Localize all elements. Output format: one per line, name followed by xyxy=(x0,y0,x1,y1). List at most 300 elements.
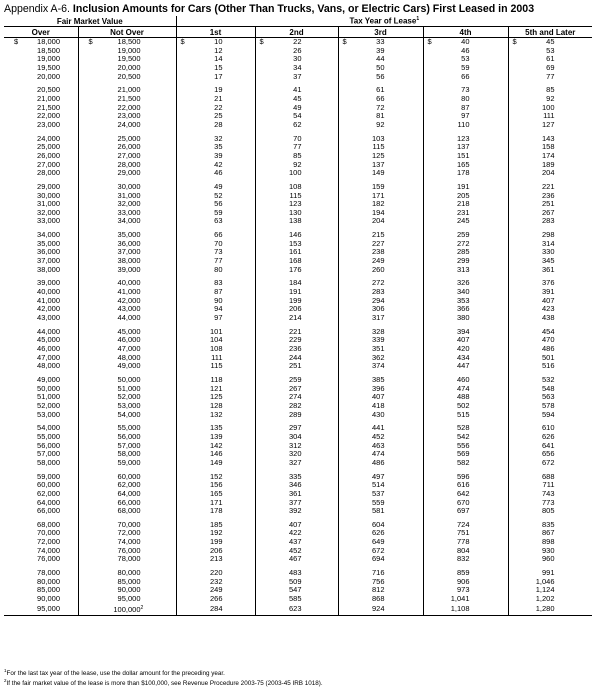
col-not-over-cell: 95,000 xyxy=(78,595,176,604)
col-not-over-cell: 44,000 xyxy=(78,314,176,323)
col-4th-cell: 313 xyxy=(423,266,508,275)
col-over-cell: 66,000 xyxy=(37,506,60,516)
col-4th-cell: 394 xyxy=(423,328,508,337)
col-not-over-cell: 21,500 xyxy=(78,95,176,104)
col-5th-and-later-cell: 960 xyxy=(508,555,592,564)
col-4th-cell: 906 xyxy=(423,578,508,587)
col-3rd-cell: 272 xyxy=(338,279,423,288)
col-1st-cell: 139 xyxy=(176,433,255,442)
col-3rd-cell: 604 xyxy=(338,521,423,530)
col-5th-and-later-cell: 376 xyxy=(508,279,592,288)
col-3rd-cell: 924 xyxy=(338,604,423,616)
col-over-cell: 51,000 xyxy=(37,392,60,402)
col-1st-cell: 118 xyxy=(176,376,255,385)
col-not-over-cell: 27,000 xyxy=(78,152,176,161)
col-4th-cell: 259 xyxy=(423,231,508,240)
col-1st-cell: 12 xyxy=(176,47,255,56)
col-2nd-cell: 361 xyxy=(255,490,338,499)
col-not-over-cell: 70,000 xyxy=(78,521,176,530)
col-5th-and-later-cell: 1,280 xyxy=(508,604,592,616)
col-not-over-cell: 29,000 xyxy=(78,169,176,178)
col-3rd-cell: 149 xyxy=(338,169,423,178)
col-not-over-cell: 39,000 xyxy=(78,266,176,275)
col-1st-cell: 132 xyxy=(176,411,255,420)
col-3rd-cell: 238 xyxy=(338,248,423,257)
col-4th-cell: 178 xyxy=(423,169,508,178)
col-2nd-cell: 206 xyxy=(255,305,338,314)
col-1st-cell: 104 xyxy=(176,336,255,345)
col-5th-and-later-cell: 61 xyxy=(508,55,592,64)
col-4th-cell: 366 xyxy=(423,305,508,314)
col-5th-and-later-cell: 283 xyxy=(508,217,592,226)
col-not-over-cell: 19,000 xyxy=(78,47,176,56)
col-3rd-cell: 159 xyxy=(338,183,423,192)
col-5th-and-later-cell: 672 xyxy=(508,459,592,468)
col-5th-and-later-cell: 930 xyxy=(508,547,592,556)
col-over-cell: 32,000 xyxy=(37,207,60,217)
col-3rd-header: 3rd xyxy=(338,27,423,38)
col-2nd-cell: 49 xyxy=(255,104,338,113)
table-body xyxy=(4,38,592,616)
col-3rd-cell: 182 xyxy=(338,200,423,209)
col-not-over-cell: 34,000 xyxy=(78,217,176,226)
col-3rd-cell: 125 xyxy=(338,152,423,161)
col-not-over-cell: 41,000 xyxy=(78,288,176,297)
col-4th-cell: 218 xyxy=(423,200,508,209)
col-not-over-cell: 100,000$^2$ xyxy=(78,604,176,616)
col-3rd-cell: 50 xyxy=(338,64,423,73)
col-2nd-cell: 115 xyxy=(255,192,338,201)
col-over-cell: 53,000 xyxy=(37,409,60,419)
col-4th-cell: 542 xyxy=(423,433,508,442)
col-not-over-cell: 24,000 xyxy=(78,121,176,130)
col-3rd-cell: 294 xyxy=(338,297,423,306)
col-5th-and-later-cell: 127 xyxy=(508,121,592,130)
col-5th-and-later-cell: 314 xyxy=(508,240,592,249)
col-2nd-header: 2nd xyxy=(255,27,338,38)
col-1st-cell: 146 xyxy=(176,450,255,459)
col-4th-cell: 642 xyxy=(423,490,508,499)
col-3rd-cell: 418 xyxy=(338,402,423,411)
col-2nd-cell: 161 xyxy=(255,248,338,257)
col-2nd-cell: 297 xyxy=(255,424,338,433)
col-4th-cell: 123 xyxy=(423,135,508,144)
col-3rd-cell: 474 xyxy=(338,450,423,459)
col-not-over-cell: 51,000 xyxy=(78,385,176,394)
col-1st-cell: 90 xyxy=(176,297,255,306)
col-not-over-cell: 32,000 xyxy=(78,200,176,209)
col-1st-cell: 192 xyxy=(176,529,255,538)
col-not-over-cell: 40,000 xyxy=(78,279,176,288)
col-4th-cell: 272 xyxy=(423,240,508,249)
col-2nd-cell: 191 xyxy=(255,288,338,297)
col-1st-cell: 284 xyxy=(176,604,255,616)
col-1st-cell: 70 xyxy=(176,240,255,249)
col-2nd-cell: 377 xyxy=(255,499,338,508)
col-not-over-cell: 59,000 xyxy=(78,459,176,468)
col-4th-cell: 528 xyxy=(423,424,508,433)
col-over-cell: 80,000 xyxy=(37,576,60,586)
col-2nd-cell: 312 xyxy=(255,442,338,451)
col-not-over-cell: 35,000 xyxy=(78,231,176,240)
table-row xyxy=(4,266,592,275)
col-4th-cell: 191 xyxy=(423,183,508,192)
col-1st-cell: 39 xyxy=(176,152,255,161)
col-3rd-cell: 66 xyxy=(338,95,423,104)
col-3rd-cell: 626 xyxy=(338,529,423,538)
col-3rd-cell: 260 xyxy=(338,266,423,275)
col-2nd-cell: 41 xyxy=(255,86,338,95)
col-1st-cell: 32 xyxy=(176,135,255,144)
col-2nd-cell: 100 xyxy=(255,169,338,178)
col-5th-and-later-cell: 711 xyxy=(508,481,592,490)
col-4th-cell: 407 xyxy=(423,336,508,345)
col-not-over-cell: 55,000 xyxy=(78,424,176,433)
col-2nd-cell: 54 xyxy=(255,112,338,121)
table-row xyxy=(4,604,592,616)
col-not-over-cell: 38,000 xyxy=(78,257,176,266)
table-title: Inclusion Amounts for Cars (Other Than Trucks, Vans, or Electric Cars) First Leased in 2003 xyxy=(72,3,535,15)
col-4th-cell: 697 xyxy=(423,507,508,516)
col-not-over-cell: 36,000 xyxy=(78,240,176,249)
col-3rd-cell: 194 xyxy=(338,209,423,218)
col-over-cell: 37,000 xyxy=(37,256,60,266)
col-not-over-cell: 33,000 xyxy=(78,209,176,218)
col-1st-cell: 28 xyxy=(176,121,255,130)
col-1st-cell: 135 xyxy=(176,424,255,433)
col-5th-and-later-cell: 454 xyxy=(508,328,592,337)
col-2nd-cell: 26 xyxy=(255,47,338,56)
col-3rd-cell: 452 xyxy=(338,433,423,442)
col-4th-cell: 66 xyxy=(423,73,508,82)
col-4th-cell: 804 xyxy=(423,547,508,556)
col-2nd-cell: 392 xyxy=(255,507,338,516)
col-not-over-cell: 21,000 xyxy=(78,86,176,95)
col-5th-and-later-cell: 407 xyxy=(508,297,592,306)
col-4th-cell: 474 xyxy=(423,385,508,394)
col-4th-cell: 616 xyxy=(423,481,508,490)
col-3rd-cell: 812 xyxy=(338,586,423,595)
col-over-cell: 20,500 xyxy=(37,85,60,95)
col-5th-and-later-header: 5th and Later xyxy=(508,27,592,38)
col-3rd-cell: 339 xyxy=(338,336,423,345)
col-4th-cell: 353 xyxy=(423,297,508,306)
col-not-over-cell: 76,000 xyxy=(78,547,176,556)
appendix-label: Appendix A-6. xyxy=(4,3,70,15)
col-1st-cell: 83 xyxy=(176,279,255,288)
col-over-cell: 21,500 xyxy=(37,102,60,112)
col-2nd-cell: 62 xyxy=(255,121,338,130)
col-4th-cell: 724 xyxy=(423,521,508,530)
col-4th-cell: 488 xyxy=(423,393,508,402)
col-5th-and-later-cell: 204 xyxy=(508,169,592,178)
col-over-cell: 33,000 xyxy=(37,216,60,226)
table-row xyxy=(4,169,592,178)
fair-market-value-header: Fair Market Value xyxy=(4,16,176,27)
col-3rd-cell: 430 xyxy=(338,411,423,420)
col-2nd-cell: 30 xyxy=(255,55,338,64)
col-4th-cell: 596 xyxy=(423,473,508,482)
col-not-over-cell: 85,000 xyxy=(78,578,176,587)
col-5th-and-later-cell: 470 xyxy=(508,336,592,345)
col-2nd-cell: 452 xyxy=(255,547,338,556)
col-not-over-cell: 68,000 xyxy=(78,507,176,516)
col-3rd-cell: 672 xyxy=(338,547,423,556)
col-not-over-cell: 56,000 xyxy=(78,433,176,442)
col-1st-cell: 19 xyxy=(176,86,255,95)
table-row xyxy=(4,73,592,82)
col-not-over-cell: 53,000 xyxy=(78,402,176,411)
col-not-over-cell: 78,000 xyxy=(78,555,176,564)
col-over-cell: 44,000 xyxy=(37,326,60,336)
col-not-over-cell: 72,000 xyxy=(78,529,176,538)
col-5th-and-later-cell: 236 xyxy=(508,192,592,201)
col-2nd-cell: 199 xyxy=(255,297,338,306)
col-5th-and-later-cell: 656 xyxy=(508,450,592,459)
col-4th-cell: 326 xyxy=(423,279,508,288)
table-row xyxy=(4,595,592,604)
col-4th-cell: 515 xyxy=(423,411,508,420)
col-2nd-cell: 422 xyxy=(255,529,338,538)
col-4th-cell: 110 xyxy=(423,121,508,130)
col-5th-and-later-cell: 174 xyxy=(508,152,592,161)
col-over-cell: 40,000 xyxy=(37,287,60,297)
col-over-cell: 68,000 xyxy=(37,519,60,529)
col-4th-cell: 569 xyxy=(423,450,508,459)
col-4th-cell: 46 xyxy=(423,47,508,56)
tax-year-footnote-mark: 1 xyxy=(416,16,420,23)
col-3rd-cell: 441 xyxy=(338,424,423,433)
col-4th-cell: 285 xyxy=(423,248,508,257)
col-2nd-cell: 623 xyxy=(255,604,338,616)
col-1st-cell: 97 xyxy=(176,314,255,323)
table-row xyxy=(4,555,592,564)
col-over-cell: 58,000 xyxy=(37,457,60,467)
col-1st-cell: 199 xyxy=(176,538,255,547)
col-3rd-cell: 306 xyxy=(338,305,423,314)
col-3rd-cell: 171 xyxy=(338,192,423,201)
col-not-over-cell: $ 18,500 xyxy=(78,38,176,47)
col-not-over-cell: 60,000 xyxy=(78,473,176,482)
col-over-cell: 76,000 xyxy=(37,554,60,564)
col-5th-and-later-cell: 143 xyxy=(508,135,592,144)
col-over-cell: 45,000 xyxy=(37,335,60,345)
col-1st-cell: 249 xyxy=(176,586,255,595)
col-4th-cell: 205 xyxy=(423,192,508,201)
col-1st-cell: 185 xyxy=(176,521,255,530)
col-over-cell: 62,000 xyxy=(37,488,60,498)
col-1st-cell: 115 xyxy=(176,362,255,371)
col-5th-and-later-cell: 69 xyxy=(508,64,592,73)
col-4th-cell: 502 xyxy=(423,402,508,411)
col-over-cell: $ 18,000 xyxy=(14,37,60,46)
col-1st-cell: $ 10 xyxy=(176,38,255,47)
col-5th-and-later-cell: 548 xyxy=(508,385,592,394)
table-row xyxy=(4,362,592,371)
col-2nd-cell: 244 xyxy=(255,354,338,363)
col-not-over-cell: 50,000 xyxy=(78,376,176,385)
col-4th-cell: 778 xyxy=(423,538,508,547)
col-1st-cell: 46 xyxy=(176,169,255,178)
col-over-cell: 30,000 xyxy=(37,190,60,200)
col-not-over-cell: 46,000 xyxy=(78,336,176,345)
col-1st-cell: 178 xyxy=(176,507,255,516)
col-3rd-cell: 868 xyxy=(338,595,423,604)
col-over-cell: 23,000 xyxy=(37,119,60,129)
col-3rd-cell: 204 xyxy=(338,217,423,226)
col-5th-and-later-cell: 345 xyxy=(508,257,592,266)
col-1st-cell: 121 xyxy=(176,385,255,394)
col-over-cell: 38,000 xyxy=(37,264,60,274)
col-not-over-cell: 52,000 xyxy=(78,393,176,402)
col-5th-and-later-cell: 251 xyxy=(508,200,592,209)
col-over-cell: 55,000 xyxy=(37,431,60,441)
col-over-cell: 47,000 xyxy=(37,352,60,362)
col-2nd-cell: 92 xyxy=(255,161,338,170)
col-2nd-cell: 138 xyxy=(255,217,338,226)
col-over-cell: 60,000 xyxy=(37,480,60,490)
col-5th-and-later-cell: 438 xyxy=(508,314,592,323)
col-over-cell: 64,000 xyxy=(37,497,60,507)
col-1st-cell: 111 xyxy=(176,354,255,363)
col-2nd-cell: 45 xyxy=(255,95,338,104)
col-5th-and-later-cell: 688 xyxy=(508,473,592,482)
col-5th-and-later-cell: 361 xyxy=(508,266,592,275)
col-over-cell: 31,000 xyxy=(37,199,60,209)
col-1st-cell: 266 xyxy=(176,595,255,604)
col-not-over-cell: 80,000 xyxy=(78,569,176,578)
col-2nd-cell: 229 xyxy=(255,336,338,345)
col-5th-and-later-cell: 391 xyxy=(508,288,592,297)
col-2nd-cell: 346 xyxy=(255,481,338,490)
col-4th-cell: 340 xyxy=(423,288,508,297)
col-4th-cell: 53 xyxy=(423,55,508,64)
col-3rd-cell: 317 xyxy=(338,314,423,323)
col-5th-and-later-cell: 516 xyxy=(508,362,592,371)
col-not-over-cell: 64,000 xyxy=(78,490,176,499)
col-4th-cell: 299 xyxy=(423,257,508,266)
col-not-over-cell: 37,000 xyxy=(78,248,176,257)
col-over-cell: 19,500 xyxy=(37,62,60,72)
tax-year-header: Tax Year of Lease$^1$ xyxy=(176,16,592,27)
col-over-cell: 42,000 xyxy=(37,304,60,314)
col-1st-cell: 22 xyxy=(176,104,255,113)
col-1st-cell: 213 xyxy=(176,555,255,564)
col-not-over-cell: 49,000 xyxy=(78,362,176,371)
col-1st-cell: 25 xyxy=(176,112,255,121)
col-not-over-cell: 20,500 xyxy=(78,73,176,82)
col-not-over-header: Not Over xyxy=(78,27,176,38)
col-5th-and-later-cell: 867 xyxy=(508,529,592,538)
table-row xyxy=(4,411,592,420)
col-over-cell: 25,000 xyxy=(37,142,60,152)
table-row xyxy=(4,507,592,516)
col-over-cell: 19,000 xyxy=(37,54,60,64)
col-3rd-cell: 716 xyxy=(338,569,423,578)
col-5th-and-later-cell: 1,046 xyxy=(508,578,592,587)
col-not-over-cell: 25,000 xyxy=(78,135,176,144)
col-3rd-cell: 115 xyxy=(338,143,423,152)
col-3rd-cell: 103 xyxy=(338,135,423,144)
col-2nd-cell: 37 xyxy=(255,73,338,82)
col-5th-and-later-cell: 991 xyxy=(508,569,592,578)
col-over-cell: 34,000 xyxy=(37,230,60,240)
table-row xyxy=(4,217,592,226)
col-5th-and-later-cell: 1,124 xyxy=(508,586,592,595)
col-1st-header: 1st xyxy=(176,27,255,38)
col-not-over-cell: 58,000 xyxy=(78,450,176,459)
col-2nd-cell: 130 xyxy=(255,209,338,218)
col-2nd-cell: 34 xyxy=(255,64,338,73)
col-1st-cell: 108 xyxy=(176,345,255,354)
col-5th-and-later-cell: 267 xyxy=(508,209,592,218)
col-3rd-cell: 514 xyxy=(338,481,423,490)
col-3rd-cell: 39 xyxy=(338,47,423,56)
col-5th-and-later-cell: 835 xyxy=(508,521,592,530)
col-2nd-cell: 221 xyxy=(255,328,338,337)
col-3rd-cell: 81 xyxy=(338,112,423,121)
col-over-cell: 74,000 xyxy=(37,545,60,555)
col-5th-and-later-cell: 594 xyxy=(508,411,592,420)
col-3rd-cell: 92 xyxy=(338,121,423,130)
col-5th-and-later-cell: 610 xyxy=(508,424,592,433)
col-2nd-cell: 108 xyxy=(255,183,338,192)
col-not-over-cell: 19,500 xyxy=(78,55,176,64)
col-2nd-cell: 123 xyxy=(255,200,338,209)
col-4th-cell: 832 xyxy=(423,555,508,564)
col-1st-cell: 232 xyxy=(176,578,255,587)
col-3rd-cell: 44 xyxy=(338,55,423,64)
col-1st-cell: 56 xyxy=(176,200,255,209)
col-2nd-cell: 407 xyxy=(255,521,338,530)
col-3rd-cell: 215 xyxy=(338,231,423,240)
col-4th-cell: 151 xyxy=(423,152,508,161)
col-1st-cell: 63 xyxy=(176,217,255,226)
col-5th-and-later-cell: 898 xyxy=(508,538,592,547)
col-4th-cell: 380 xyxy=(423,314,508,323)
col-1st-cell: 73 xyxy=(176,248,255,257)
col-1st-cell: 94 xyxy=(176,305,255,314)
col-2nd-cell: 289 xyxy=(255,411,338,420)
col-2nd-cell: 335 xyxy=(255,473,338,482)
col-4th-cell: 245 xyxy=(423,217,508,226)
col-over-cell: 36,000 xyxy=(37,247,60,257)
col-not-over-cell: 22,000 xyxy=(78,104,176,113)
col-over-cell: 49,000 xyxy=(37,374,60,384)
col-4th-cell: 97 xyxy=(423,112,508,121)
col-over-cell: 24,000 xyxy=(37,133,60,143)
col-4th-cell: 859 xyxy=(423,569,508,578)
col-1st-cell: 59 xyxy=(176,209,255,218)
col-not-over-cell: 26,000 xyxy=(78,143,176,152)
last-row-footnote-mark: 2 xyxy=(140,604,144,611)
col-not-over-cell: 62,000 xyxy=(78,481,176,490)
footnote-2: $^2$If the fair market value of the lease is more than $100,000, see Revenue Procedure 2003-75 (2003-45 IRB 1018). xyxy=(4,678,323,688)
col-3rd-cell: 407 xyxy=(338,393,423,402)
col-1st-cell: 49 xyxy=(176,183,255,192)
col-1st-cell: 87 xyxy=(176,288,255,297)
col-2nd-cell: 85 xyxy=(255,152,338,161)
col-3rd-cell: 649 xyxy=(338,538,423,547)
col-over-cell: 26,000 xyxy=(37,150,60,160)
col-5th-and-later-cell: 641 xyxy=(508,442,592,451)
col-over-cell: 21,000 xyxy=(37,93,60,103)
col-over-cell: 95,000 xyxy=(4,604,78,616)
col-4th-cell: 670 xyxy=(423,499,508,508)
col-1st-cell: 21 xyxy=(176,95,255,104)
col-1st-cell: 171 xyxy=(176,499,255,508)
col-over-cell: 90,000 xyxy=(37,594,60,604)
